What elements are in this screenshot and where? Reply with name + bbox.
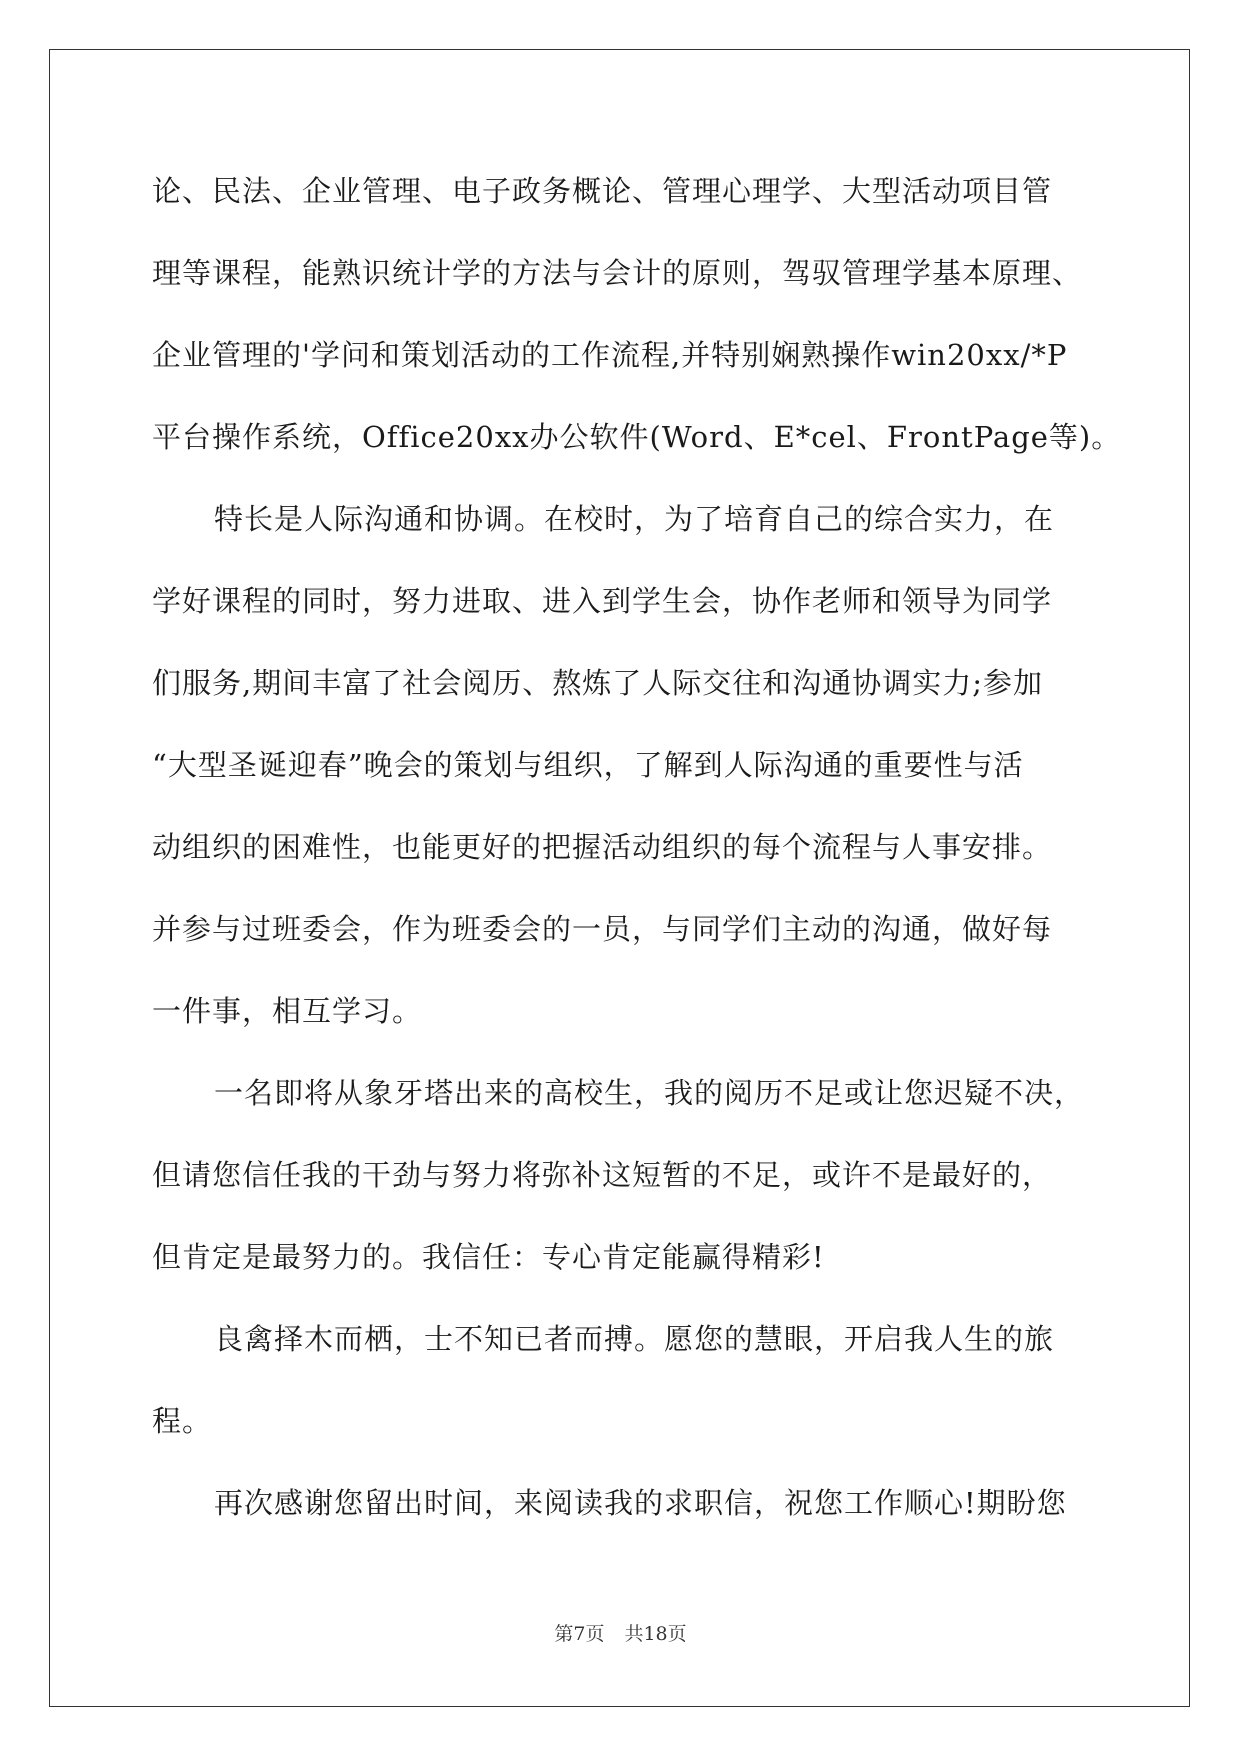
text-line: 一件事，相互学习。 (152, 994, 423, 1028)
text-line: 们服务,期间丰富了社会阅历、熬炼了人际交往和沟通协调实力;参加 (152, 666, 1043, 700)
text-line: 特长是人际沟通和协调。在校时，为了培育自己的综合实力，在 (214, 502, 1055, 536)
text-line: 论、民法、企业管理、电子政务概论、管理心理学、大型活动项目管 (152, 174, 1053, 208)
text-line: 一名即将从象牙塔出来的高校生，我的阅历不足或让您迟疑不决， (214, 1076, 1085, 1110)
text-line: 良禽择木而栖，士不知已者而搏。愿您的慧眼，开启我人生的旅 (214, 1322, 1055, 1356)
text-line: 企业管理的'学问和策划活动的工作流程,并特别娴熟操作win20xx/*P (152, 338, 1068, 372)
text-line: 再次感谢您留出时间，来阅读我的求职信，祝您工作顺心!期盼您 (214, 1486, 1067, 1520)
text-line: 理等课程，能熟识统计学的方法与会计的原则，驾驭管理学基本原理、 (152, 256, 1083, 290)
page-number: 第7页 (554, 1623, 605, 1645)
page-total: 共18页 (624, 1623, 687, 1645)
text-line: 程。 (152, 1404, 213, 1438)
text-line: 学好课程的同时，努力进取、进入到学生会，协作老师和领导为同学 (152, 584, 1053, 618)
text-line: 动组织的困难性，也能更好的把握活动组织的每个流程与人事安排。 (152, 830, 1053, 864)
text-line: “大型圣诞迎春”晚会的策划与组织，了解到人际沟通的重要性与活 (152, 748, 1024, 782)
text-line: 并参与过班委会，作为班委会的一员，与同学们主动的沟通，做好每 (152, 912, 1053, 946)
page-footer (0, 1622, 1241, 1646)
text-line: 但请您信任我的干劲与努力将弥补这短暂的不足，或许不是最好的， (152, 1158, 1053, 1192)
text-line: 平台操作系统，Office20xx办公软件(Word、E*cel、FrontPage等)。 (152, 420, 1122, 454)
text-line: 但肯定是最努力的。我信任：专心肯定能赢得精彩! (152, 1240, 825, 1274)
page-border (49, 49, 1190, 1707)
